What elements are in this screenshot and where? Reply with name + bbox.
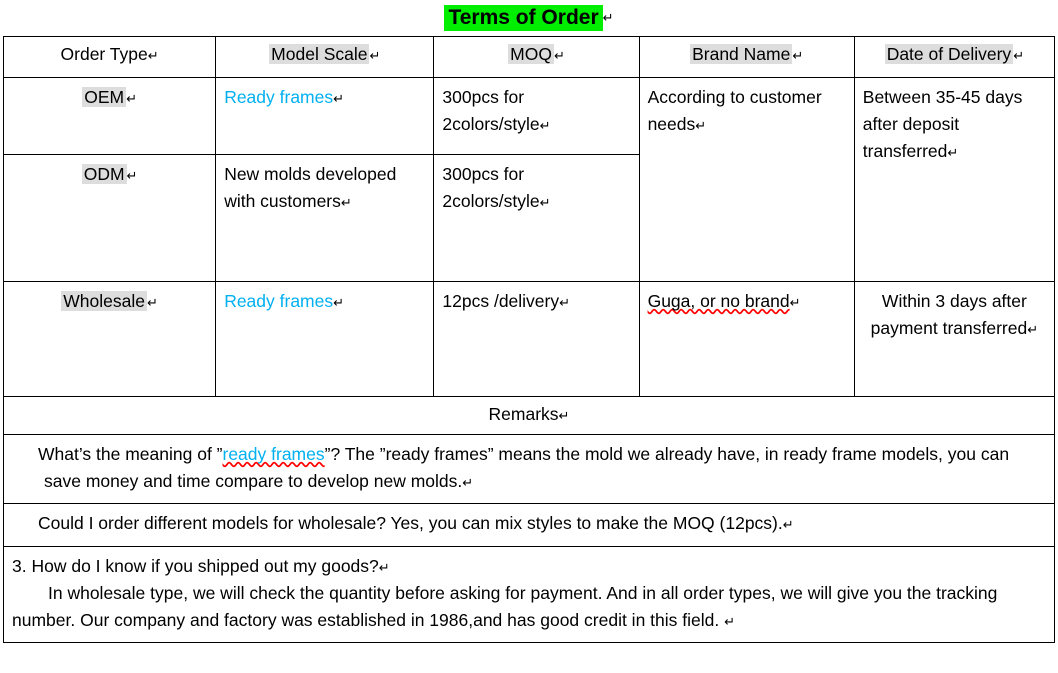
remark-item-2	[4, 504, 1055, 546]
cell-moq-oem	[434, 78, 639, 155]
model-scale-value: New molds developed with customers	[224, 164, 397, 212]
terms-of-order-table	[3, 36, 1055, 643]
moq-value: 12pcs /delivery	[442, 291, 560, 311]
paragraph-mark: ↵	[340, 195, 352, 211]
column-header-order-type	[4, 37, 216, 78]
remark-number: 3.	[12, 555, 27, 576]
paragraph-mark: ↵	[553, 48, 565, 63]
paragraph-mark: ↵	[147, 48, 159, 63]
remark-row-1	[4, 435, 1055, 504]
document-title-row	[0, 0, 1058, 36]
remark-number	[12, 441, 38, 468]
order-type-label: ODM	[83, 164, 125, 184]
cell-moq-wholesale	[434, 282, 639, 397]
remark-body: In wholesale type, we will check the quantity before asking for payment. And in all order types, we will give you the tracking number. Our company and factory was established in 1986,and has good credit in this field.	[12, 582, 998, 630]
model-scale-value: Ready frames	[224, 291, 334, 311]
delivery-value: Within 3 days after payment transferred	[870, 291, 1028, 339]
remarks-header-row	[4, 397, 1055, 435]
column-header-model-scale	[216, 37, 434, 78]
cell-brand-name-oem-odm	[639, 78, 854, 282]
paragraph-mark: ↵	[539, 195, 551, 211]
remark-row-3	[4, 546, 1055, 642]
paragraph-mark: ↵	[724, 613, 736, 629]
cell-model-scale-odm	[216, 155, 434, 282]
paragraph-mark: ↵	[602, 10, 614, 25]
paragraph-mark: ↵	[462, 475, 474, 491]
remark-item-3	[4, 546, 1055, 642]
paragraph-mark: ↵	[792, 48, 804, 63]
cell-delivery-oem-odm	[854, 78, 1054, 282]
header-label: Order Type	[60, 44, 148, 64]
table-row	[4, 78, 1055, 155]
cell-moq-odm	[434, 155, 639, 282]
remark-text: How do I know if you shipped out my goods?	[31, 555, 379, 576]
moq-value: 300pcs for 2colors/style	[442, 87, 540, 135]
paragraph-mark: ↵	[558, 408, 570, 423]
page-title: Terms of Order	[444, 5, 602, 31]
paragraph-mark: ↵	[1027, 322, 1039, 338]
header-label: MOQ	[510, 44, 552, 64]
remark-answer	[12, 580, 1046, 634]
paragraph-mark: ↵	[782, 517, 794, 533]
header-label: Brand Name	[692, 44, 791, 64]
remark-question	[12, 553, 1046, 580]
paragraph-mark: ↵	[559, 295, 571, 310]
header-label: Date of Delivery	[886, 44, 1012, 64]
paragraph-mark: ↵	[378, 559, 390, 575]
moq-value: 300pcs for 2colors/style	[442, 164, 540, 212]
brand-name-value: According to customer needs	[647, 87, 822, 135]
order-type-label: OEM	[84, 87, 125, 107]
delivery-value: Between 35-45 days after deposit transferred	[862, 87, 1023, 162]
remarks-label: Remarks	[488, 404, 559, 424]
cell-delivery-wholesale	[854, 282, 1054, 397]
cell-order-type-wholesale	[4, 282, 216, 397]
remark-text: Could I order different models for wholesale? Yes, you can mix styles to make the MOQ (12pcs).	[38, 513, 783, 534]
cell-order-type-odm	[4, 155, 216, 282]
paragraph-mark: ↵	[333, 91, 345, 106]
remark-highlight: ready frames	[222, 444, 325, 465]
column-header-date-of-delivery	[854, 37, 1054, 78]
model-scale-value: Ready frames	[224, 87, 334, 107]
remark-number	[12, 510, 38, 537]
paragraph-mark: ↵	[333, 295, 345, 310]
order-type-label: Wholesale	[63, 291, 145, 311]
table-header-row	[4, 37, 1055, 78]
remark-item-1	[4, 435, 1055, 504]
paragraph-mark: ↵	[539, 118, 551, 134]
column-header-brand-name	[639, 37, 854, 78]
remark-text-after: ”? The ”ready frames” means the mold we already have, in ready frame models, you can save money and time compare to develop new molds.	[44, 444, 1010, 492]
table-row	[4, 282, 1055, 397]
paragraph-mark: ↵	[126, 168, 138, 183]
paragraph-mark: ↵	[695, 118, 707, 134]
brand-name-value: Guga, or no brand	[647, 291, 790, 311]
paragraph-mark: ↵	[369, 48, 381, 63]
cell-order-type-oem	[4, 78, 216, 155]
paragraph-mark: ↵	[947, 145, 959, 161]
remark-text-before: What’s the meaning of ”	[38, 444, 223, 465]
paragraph-mark: ↵	[126, 91, 137, 106]
remark-row-2	[4, 504, 1055, 546]
header-label: Model Scale	[271, 44, 368, 64]
cell-brand-name-wholesale	[639, 282, 854, 397]
cell-model-scale-wholesale	[216, 282, 434, 397]
cell-model-scale-oem	[216, 78, 434, 155]
column-header-moq	[434, 37, 639, 78]
paragraph-mark: ↵	[147, 295, 158, 310]
paragraph-mark: ↵	[1013, 48, 1025, 63]
remarks-header	[4, 397, 1055, 435]
paragraph-mark: ↵	[789, 295, 801, 310]
